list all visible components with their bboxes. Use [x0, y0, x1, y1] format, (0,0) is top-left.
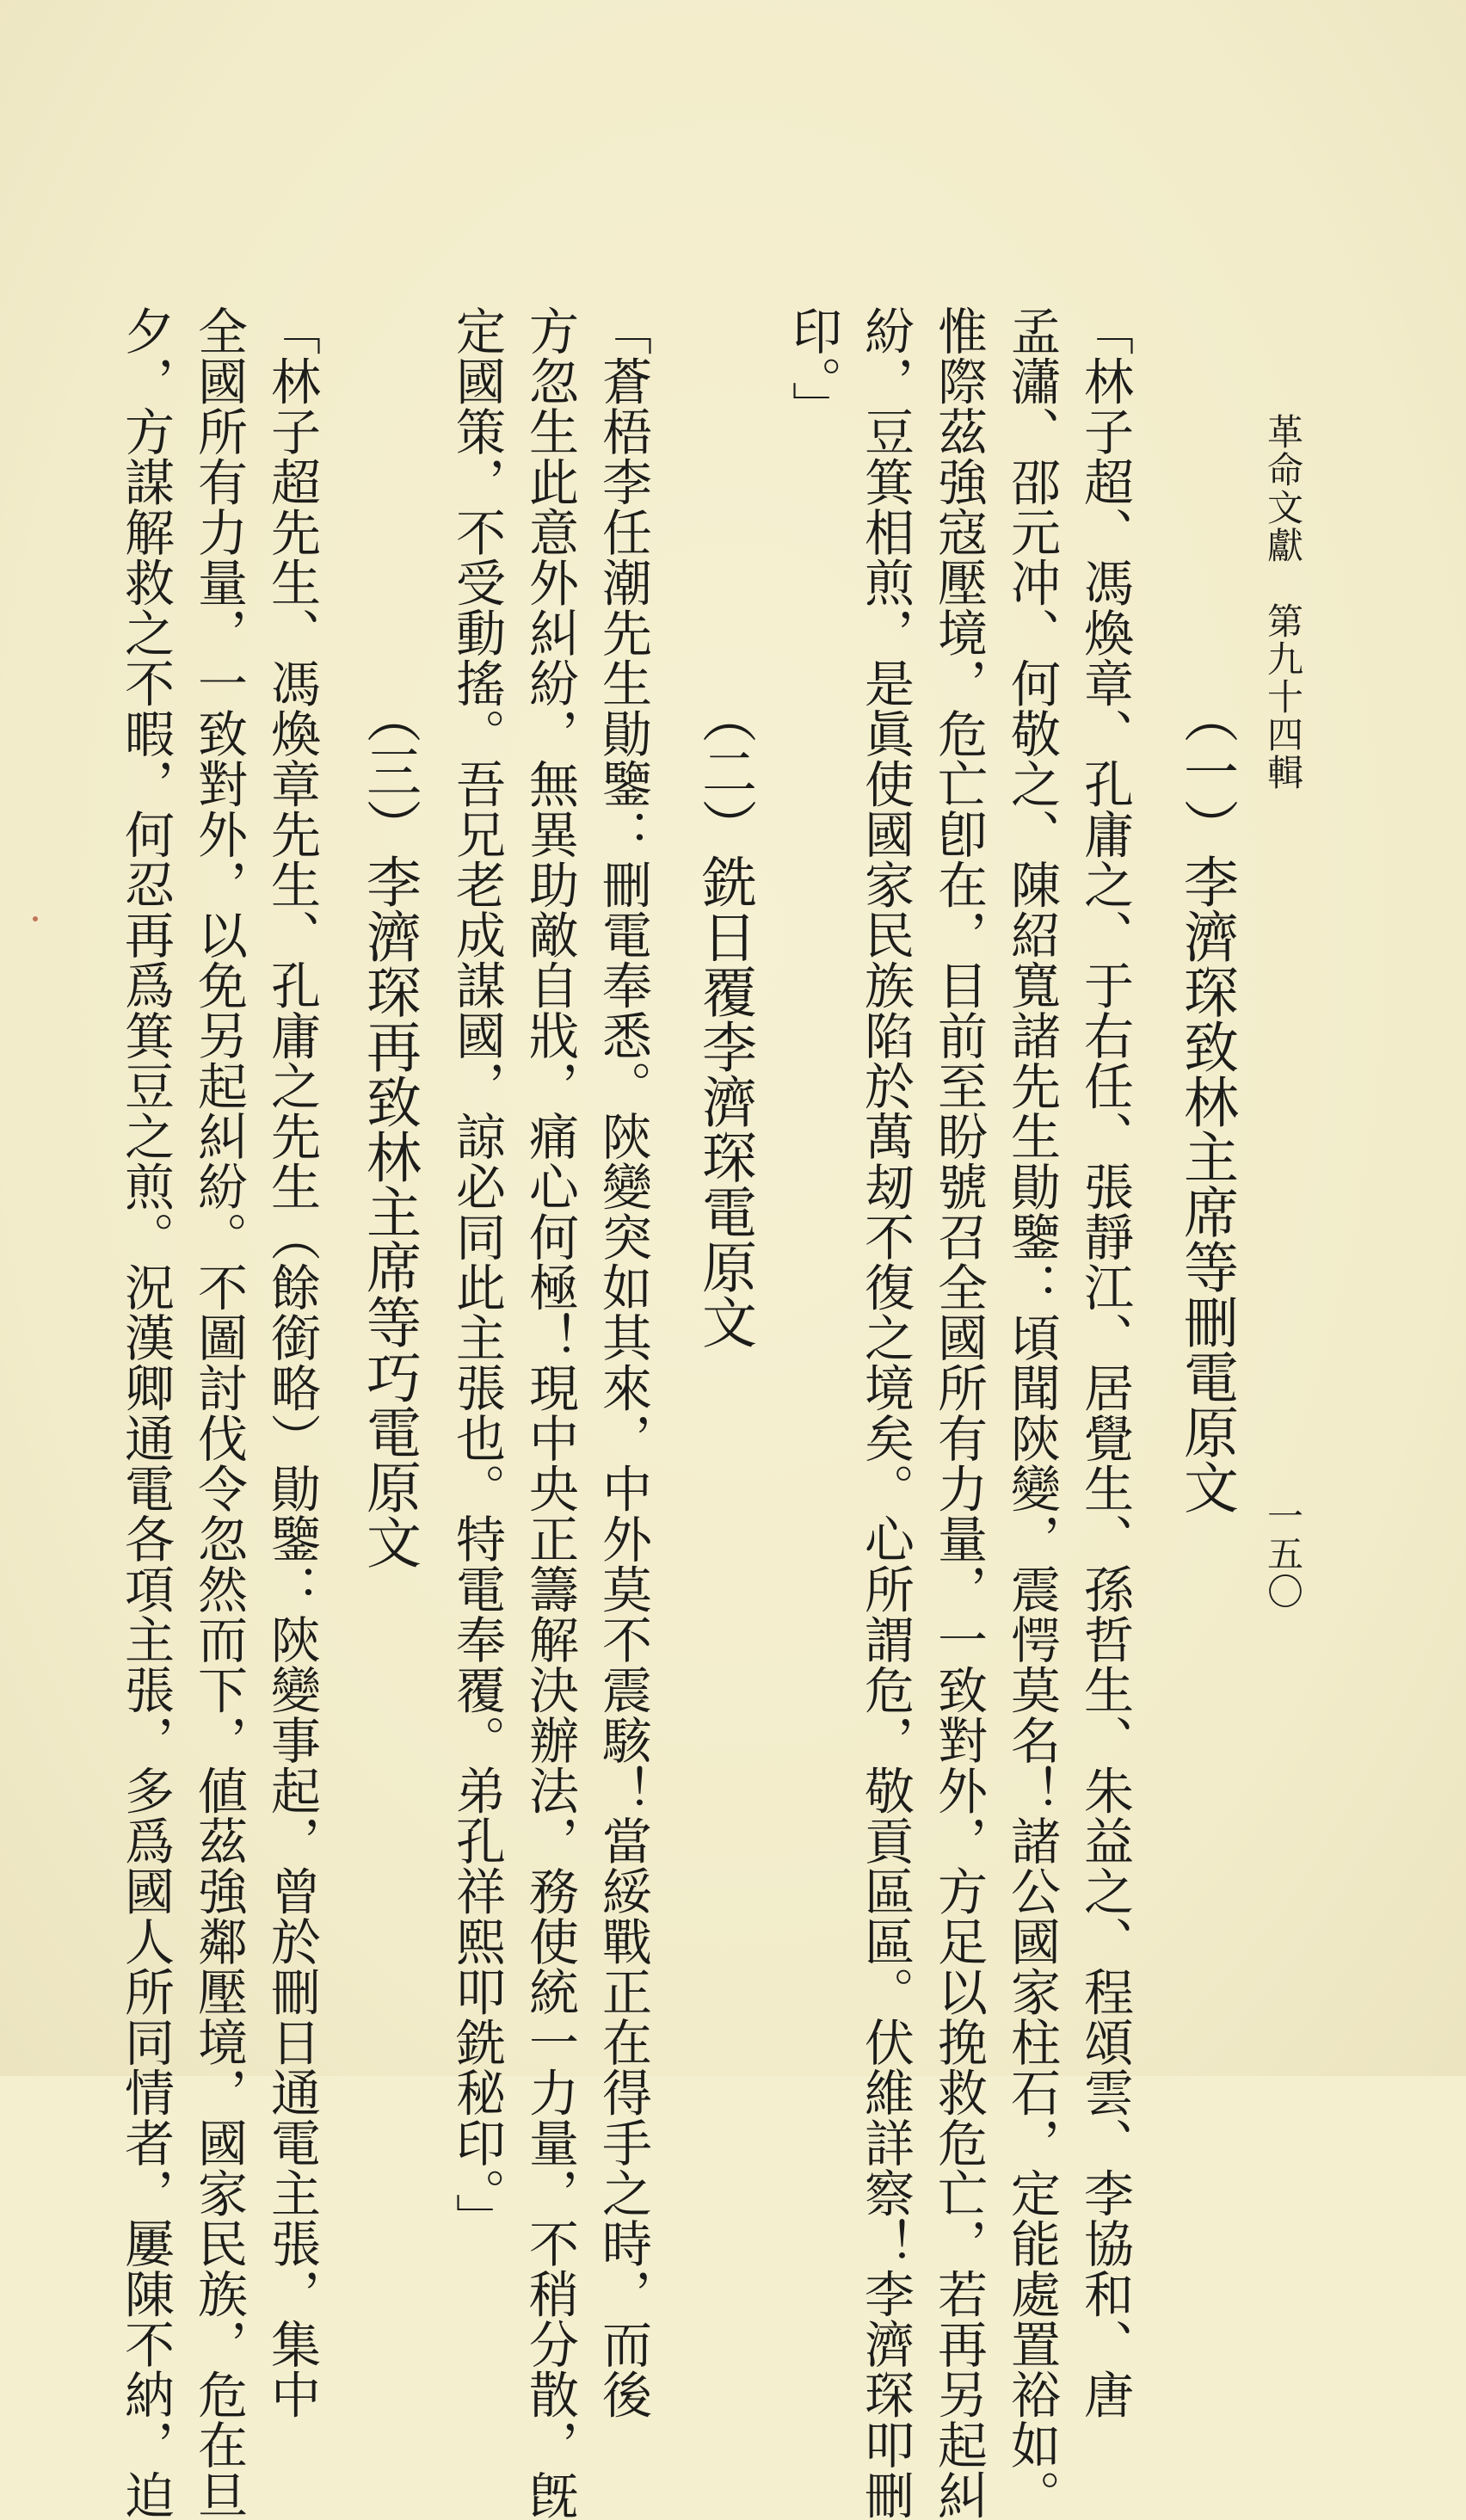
section-2-line-3: 定國策，不受動搖。吾兄老成謀國，諒必同此主張也。特電奉覆。弟孔祥熙叩銑秘印。」 — [447, 305, 506, 2244]
ink-speck — [33, 916, 38, 921]
running-header: 革命文獻 第九十四輯 — [1262, 413, 1304, 792]
section-1-line-1: 「林子超、馮煥章、孔庸之、于右任、張靜江、居覺生、孫哲生、朱益之、程頌雲、李協和、唐 — [1075, 305, 1134, 2419]
section-3-line-2: 全國所有力量，一致對外，以免另起糾紛。不圖討伐令忽然而下，値茲強鄰壓境，國家民族，危在旦 — [189, 305, 248, 2520]
section-1-line-5: 印。」 — [784, 305, 842, 432]
section-2-line-2: 方忽生此意外糾紛，無異助敵自戕，痛心何極！現中央正籌解決辦法，務使統一力量，不稍分散，旣 — [520, 305, 579, 2520]
section-2-line-1: 「蒼梧李任潮先生勛鑒：刪電奉悉。陝變突如其來，中外莫不震駭！當綏戰正在得手之時，而後 — [594, 305, 652, 2419]
section-1-line-3: 惟際茲強寇壓境，危亡卽在，目前至盼號召全國所有力量，一致對外，方足以挽救危亡，若再另起糾 — [929, 305, 988, 2520]
section-1-title: （一）李濟琛致林主席等刪電原文 — [1174, 688, 1238, 1514]
section-3-title: （三）李濟琛再致林主席等巧電原文 — [357, 688, 421, 1569]
section-2-title: （二）銑日覆李濟琛電原文 — [693, 688, 756, 1349]
section-3-line-3: 夕，方謀解救之不暇，何忍再爲箕豆之煎。況漢卿通電各項主張，多爲國人所同情者，屢陳不納，迫 — [116, 305, 175, 2520]
section-3-line-1: 「林子超先生、馮煥章先生、孔庸之先生（餘銜略）勛鑒：陝變事起，曾於刪日通電主張，集中 — [262, 305, 321, 2419]
page-number: 一五〇 — [1262, 1497, 1304, 1611]
section-1-line-2: 孟瀟、邵元冲、何敬之、陳紹寬諸先生勛鑒：頃聞陝變，震愕莫名！諸公國家柱石，定能處置裕如。 — [1002, 305, 1061, 2520]
section-1-line-4: 紛，豆箕相煎，是眞使國家民族陷於萬刼不復之境矣。心所謂危，敬貢區區。伏維詳察！李濟琛叩刪 — [856, 305, 915, 2520]
